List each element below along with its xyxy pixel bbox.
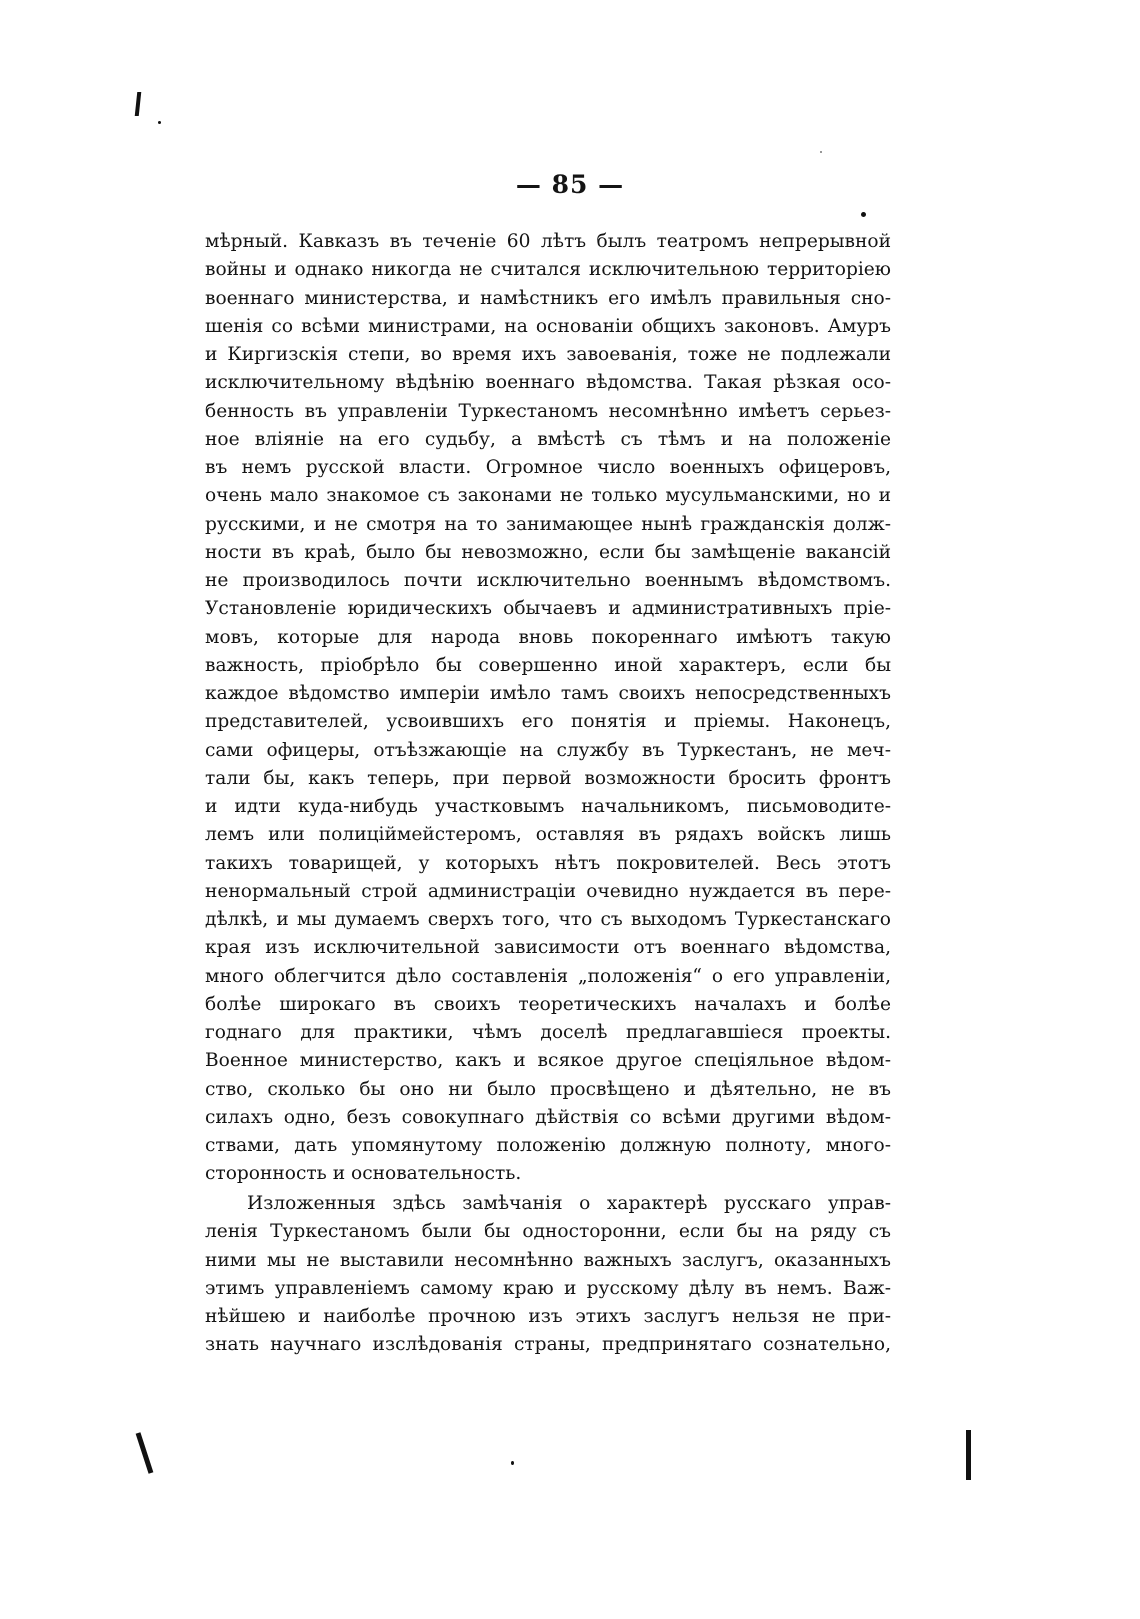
paragraph-2 xyxy=(205,1190,891,1360)
scan-mark-top-left xyxy=(135,92,142,116)
text-line: мѣрный. Кавказъ въ теченіе 60 лѣтъ былъ театромъ непрерывной xyxy=(205,231,891,252)
text-line: тали бы, какъ теперь, при первой возможности бросить фронтъ xyxy=(205,767,891,789)
text-line: и Киргизскія степи, во время ихъ завоеванія, тоже не подлежали xyxy=(205,344,891,365)
scan-mark-bottom-right xyxy=(966,1430,971,1480)
text-line: ненормальный строй администраціи очевидно нуждается въ пере- xyxy=(205,880,891,902)
text-line: ство, сколько бы оно ни было просвѣщено и дѣятельно, не въ xyxy=(205,1078,891,1100)
text-line: бенность въ управленіи Туркестаномъ несомнѣнно имѣетъ серьез- xyxy=(205,400,891,422)
text-line: такихъ товарищей, у которыхъ нѣтъ покровителей. Весь этотъ xyxy=(205,852,891,874)
scan-mark-bottom-left xyxy=(136,1432,154,1473)
text-line: исключительному вѣдѣнію военнаго вѣдомства. Такая рѣзкая осо- xyxy=(205,372,891,394)
text-line: сторонность и основательность. xyxy=(205,1163,522,1185)
text-line: силахъ одно, безъ совокупнаго дѣйствія со всѣми другими вѣдом- xyxy=(205,1106,891,1128)
text-line: ное вліяніе на его судьбу, а вмѣстѣ съ тѣмъ и на положеніе xyxy=(205,428,891,450)
text-line: ности въ краѣ, было бы невозможно, если бы замѣщеніе вакансій xyxy=(205,541,891,563)
scan-dot-margin xyxy=(861,212,866,217)
text-line: и идти куда-нибудь участковымъ начальникомъ, письмоводите- xyxy=(205,796,891,817)
text-line: Установленіе юридическихъ обычаевъ и административныхъ пріе- xyxy=(205,598,891,620)
text-line: лемъ или полицiймейстеромъ, оставляя въ рядахъ войскъ лишь xyxy=(205,824,891,846)
text-line: каждое вѣдомство имперіи имѣло тамъ своихъ непосредственныхъ xyxy=(205,683,891,704)
text-line: болѣе широкаго въ своихъ теоретическихъ началахъ и болѣе xyxy=(205,993,891,1015)
text-line: знать научнаго изслѣдованія страны, предпринятаго сознательно, xyxy=(205,1334,891,1356)
text-line: дѣлкѣ, и мы думаемъ сверхъ того, что съ выходомъ Туркестанскаго xyxy=(205,909,891,930)
scan-dot-bottom-center xyxy=(511,1461,514,1465)
text-line: въ немъ русской власти. Огромное число военныхъ офицеровъ, xyxy=(205,457,891,478)
text-line: ствами, дать упомянутому положенію должную полноту, много- xyxy=(205,1135,891,1156)
text-line: не производилось почти исключительно военнымъ вѣдомствомъ. xyxy=(205,570,891,591)
text-line: шенія со всѣми министрами, на основаніи общихъ законовъ. Амуръ xyxy=(205,315,891,337)
text-line: ними мы не выставили несомнѣнно важныхъ заслугъ, оказанныхъ xyxy=(205,1249,891,1271)
paragraph-1 xyxy=(205,228,891,1189)
text-line: края изъ исключительной зависимости отъ военнаго вѣдомства, xyxy=(205,937,891,959)
text-line: важность, пріобрѣло бы совершенно иной характеръ, если бы xyxy=(205,654,891,676)
scan-dot-top-left xyxy=(158,121,161,124)
text-line: этимъ управленіемъ самому краю и русскому дѣлу въ немъ. Важ- xyxy=(205,1277,891,1299)
text-line: ленія Туркестаномъ были бы односторонни, если бы на ряду съ xyxy=(205,1221,891,1243)
text-line: войны и однако никогда не считался исключительною территоріею xyxy=(205,259,891,281)
text-line: много облегчится дѣло составленія „положенія“ о его управленіи, xyxy=(205,965,891,987)
text-line: русскими, и не смотря на то занимающее нынѣ гражданскія долж- xyxy=(205,513,891,535)
text-line: годнаго для практики, чѣмъ доселѣ предлагавшіеся проекты. xyxy=(205,1022,891,1043)
text-line: Военное министерство, какъ и всякое другое спеціяльное вѣдом- xyxy=(205,1050,891,1072)
text-line: нѣйшею и наиболѣе прочною изъ этихъ заслугъ нельзя не при- xyxy=(205,1306,891,1327)
scan-dot-top-right xyxy=(820,151,822,153)
text-line: Изложенныя здѣсь замѣчанія о характерѣ русскаго управ- xyxy=(247,1193,891,1214)
text-line: сами офицеры, отъѣзжающіе на службу въ Туркестанъ, не меч- xyxy=(205,739,891,761)
text-line: очень мало знакомое съ законами не только мусульманскими, но и xyxy=(205,485,891,507)
page-number: — 85 — xyxy=(515,170,625,199)
text-line: мовъ, которые для народа вновь покореннаго имѣютъ такую xyxy=(205,626,891,648)
text-line: представителей, усвоившихъ его понятія и пріемы. Наконецъ, xyxy=(205,711,891,733)
text-line: военнаго министерства, и намѣстникъ его имѣлъ правильныя сно- xyxy=(205,287,891,309)
